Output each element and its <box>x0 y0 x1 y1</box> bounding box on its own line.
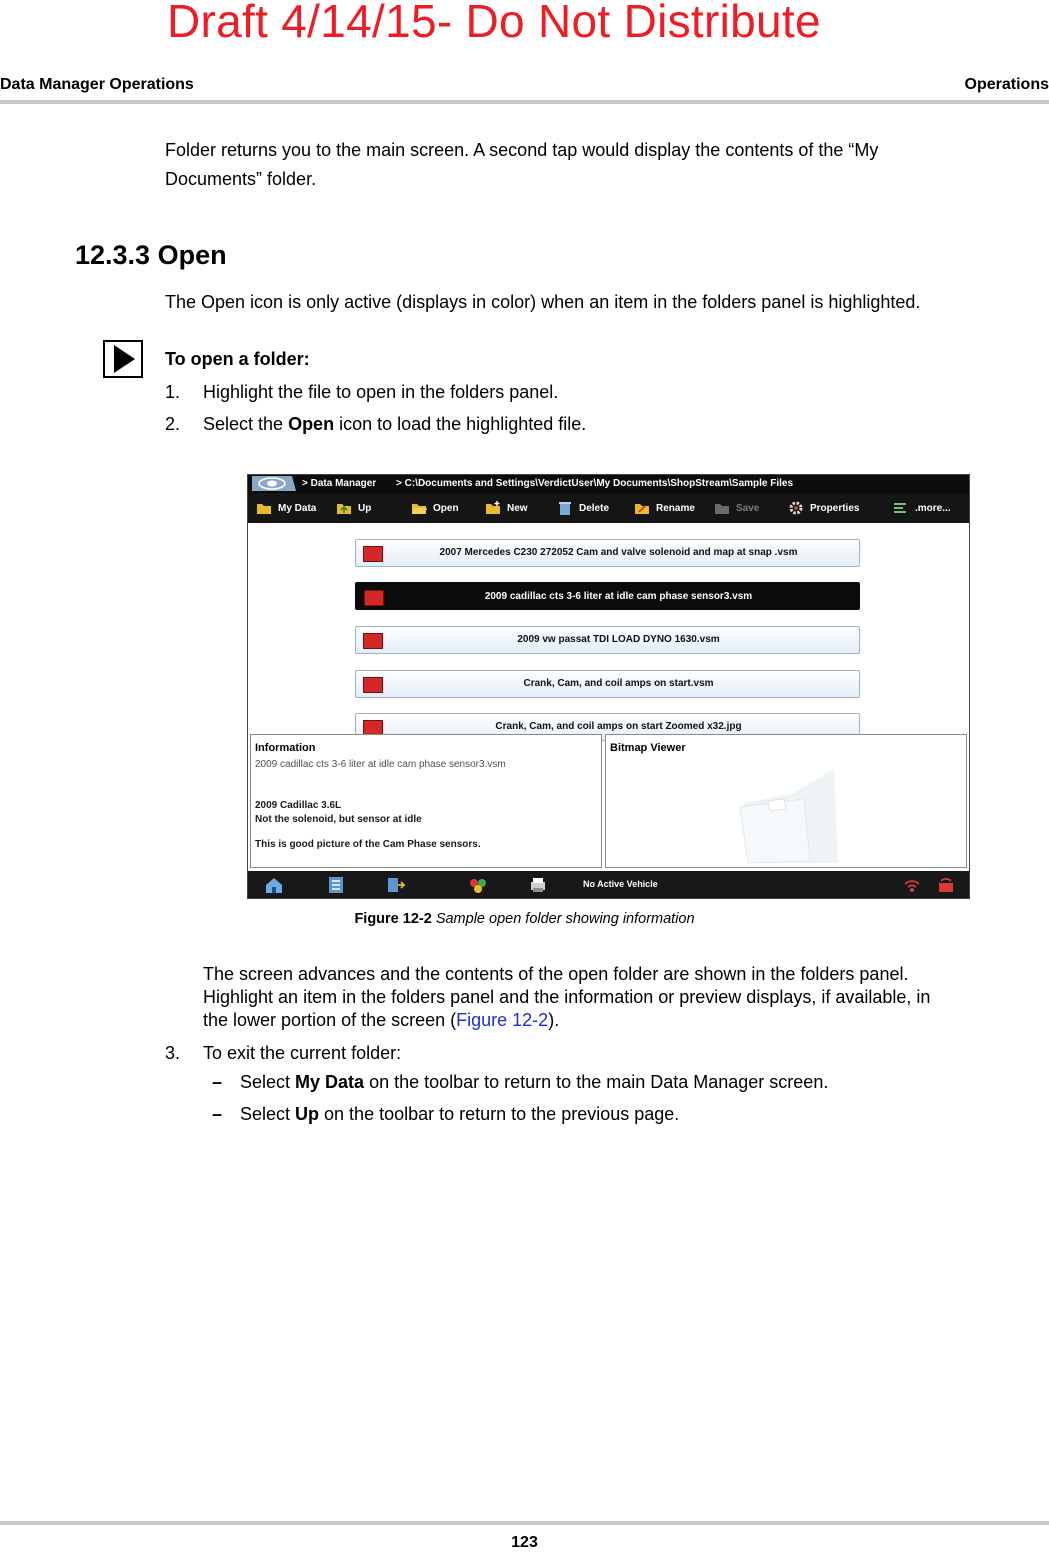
bullet-1-mark: – <box>212 1072 223 1092</box>
after-line-1: The screen advances and the contents of the open folder are shown in the folders panel. <box>203 964 909 984</box>
file-item-selected[interactable] <box>355 582 860 610</box>
list-icon[interactable] <box>326 875 346 895</box>
empty-preview-folder-icon <box>734 763 844 867</box>
open-button[interactable] <box>411 499 459 517</box>
folders-panel <box>248 523 969 731</box>
file-item[interactable] <box>355 539 860 567</box>
file-name: Crank, Cam, and coil amps on start Zoomed x32.jpg <box>495 721 742 732</box>
printer-icon[interactable] <box>528 875 548 895</box>
up-label: Up <box>358 502 372 514</box>
rename-button[interactable] <box>634 499 695 517</box>
vehicle-communication-icon[interactable] <box>936 875 956 895</box>
bullet-2-text <box>240 1100 679 1129</box>
more-label: .more... <box>915 502 951 514</box>
my-data-button[interactable] <box>256 499 316 517</box>
information-filename: 2009 cadillac cts 3-6 liter at idle cam phase sensor3.vsm <box>255 759 506 770</box>
home-icon[interactable] <box>264 875 284 895</box>
toolbar <box>248 493 969 523</box>
data-manager-screenshot <box>247 474 970 899</box>
open-folder-icon <box>411 500 427 516</box>
file-name: 2007 Mercedes C230 272052 Cam and valve solenoid and map at snap .vsm <box>439 547 798 558</box>
file-name: 2009 vw passat TDI LOAD DYNO 1630.vsm <box>517 634 720 645</box>
after-line-3-pre: the lower portion of the screen ( <box>203 1010 457 1030</box>
intro-line-1: Folder returns you to the main screen. A second tap would display the contents of the “My <box>165 140 879 160</box>
bullet-2-post: on the toolbar to return to the previous page. <box>319 1104 680 1124</box>
procedure-title: To open a folder: <box>165 349 310 369</box>
vsm-file-icon <box>363 633 383 649</box>
properties-button[interactable] <box>788 499 859 517</box>
running-header-left: Data Manager Operations <box>0 76 194 93</box>
save-label: Save <box>736 502 760 514</box>
folder-icon <box>256 500 272 516</box>
trash-icon <box>557 500 573 516</box>
step-2-post: icon to load the highlighted file. <box>334 414 587 434</box>
page-number: 123 <box>511 1534 538 1551</box>
vsm-file-icon <box>363 677 383 693</box>
section-description: The Open icon is only active (displays in color) when an item in the folders panel is highlighted. <box>165 292 921 312</box>
bullet-2-mark: – <box>212 1104 223 1124</box>
step-2-text <box>203 410 586 439</box>
data-transfer-icon[interactable] <box>386 875 406 895</box>
up-button[interactable] <box>336 499 371 517</box>
more-menu-icon <box>893 500 909 516</box>
information-title: Information <box>255 742 316 754</box>
up-term: Up <box>295 1104 320 1124</box>
after-line-3 <box>203 1006 559 1035</box>
step-1-number: 1. <box>165 382 181 402</box>
draft-watermark: Draft 4/14/15- Do Not Distribute <box>167 0 821 47</box>
delete-label: Delete <box>579 502 610 514</box>
section-heading: 12.3.3 Open <box>75 240 227 270</box>
new-folder-icon <box>485 500 501 516</box>
intro-line-2: Documents” folder. <box>165 169 317 189</box>
properties-label: Properties <box>810 502 860 514</box>
bullet-1-pre: Select <box>240 1072 296 1092</box>
save-button[interactable] <box>714 499 759 517</box>
file-name: Crank, Cam, and coil amps on start.vsm <box>523 678 714 689</box>
information-note-2: Not the solenoid, but sensor at idle <box>255 814 422 825</box>
save-icon <box>714 500 730 516</box>
information-panel <box>250 734 602 868</box>
delete-button[interactable] <box>557 499 609 517</box>
folder-up-icon <box>336 500 352 516</box>
file-item[interactable] <box>355 626 860 654</box>
my-data-label: My Data <box>278 502 317 514</box>
step-3-text: To exit the current folder: <box>203 1043 402 1063</box>
header-rule <box>0 100 1049 104</box>
rename-folder-icon <box>634 500 650 516</box>
figure-label: Figure 12-2 <box>354 911 432 927</box>
status-bar <box>248 871 969 898</box>
procedure-arrow-icon <box>103 340 143 378</box>
figure-12-2-link[interactable]: Figure 12-2 <box>456 1010 549 1030</box>
step-2-pre: Select the <box>203 414 289 434</box>
step-1-text: Highlight the file to open in the folders panel. <box>203 382 559 402</box>
bitmap-viewer-title: Bitmap Viewer <box>610 742 686 754</box>
active-vehicle-status: No Active Vehicle <box>583 879 658 889</box>
after-line-3-post: ). <box>548 1010 560 1030</box>
rename-label: Rename <box>656 502 695 514</box>
vsm-file-icon <box>364 590 384 606</box>
running-header-right: Operations <box>964 76 1049 93</box>
step-2-number: 2. <box>165 414 181 434</box>
path-bar <box>248 475 969 493</box>
new-button[interactable] <box>485 499 528 517</box>
gear-icon <box>788 500 804 516</box>
information-note-3: This is good picture of the Cam Phase sensors. <box>255 839 481 850</box>
footer-rule <box>0 1521 1049 1525</box>
shop-stream-icon[interactable] <box>468 875 488 895</box>
my-data-term: My Data <box>295 1072 365 1092</box>
more-button[interactable] <box>893 499 951 517</box>
after-line-2: Highlight an item in the folders panel and the information or preview displays, if available, in <box>203 987 931 1007</box>
step-2-open-term: Open <box>288 414 335 434</box>
path-data-manager[interactable]: > Data Manager <box>302 478 377 489</box>
path-folder[interactable]: > C:\Documents and Settings\VerdictUser\My Documents\ShopStream\Sample Files <box>396 478 794 489</box>
new-label: New <box>507 502 528 514</box>
bullet-2-pre: Select <box>240 1104 296 1124</box>
figure-caption <box>0 911 1049 927</box>
open-label: Open <box>433 502 459 514</box>
figure-caption-text: Sample open folder showing information <box>431 911 695 927</box>
bitmap-viewer-panel <box>605 734 967 868</box>
vsm-file-icon <box>363 546 383 562</box>
file-item[interactable] <box>355 670 860 698</box>
information-note-1: 2009 Cadillac 3.6L <box>255 800 342 811</box>
bullet-1-post: on the toolbar to return to the main Data Manager screen. <box>364 1072 829 1092</box>
snap-on-logo-icon <box>252 476 296 491</box>
file-name: 2009 cadillac cts 3-6 liter at idle cam phase sensor3.vsm <box>484 591 753 602</box>
connection-icon[interactable] <box>902 875 922 895</box>
step-3-number: 3. <box>165 1043 181 1063</box>
bullet-1-text <box>240 1068 828 1097</box>
